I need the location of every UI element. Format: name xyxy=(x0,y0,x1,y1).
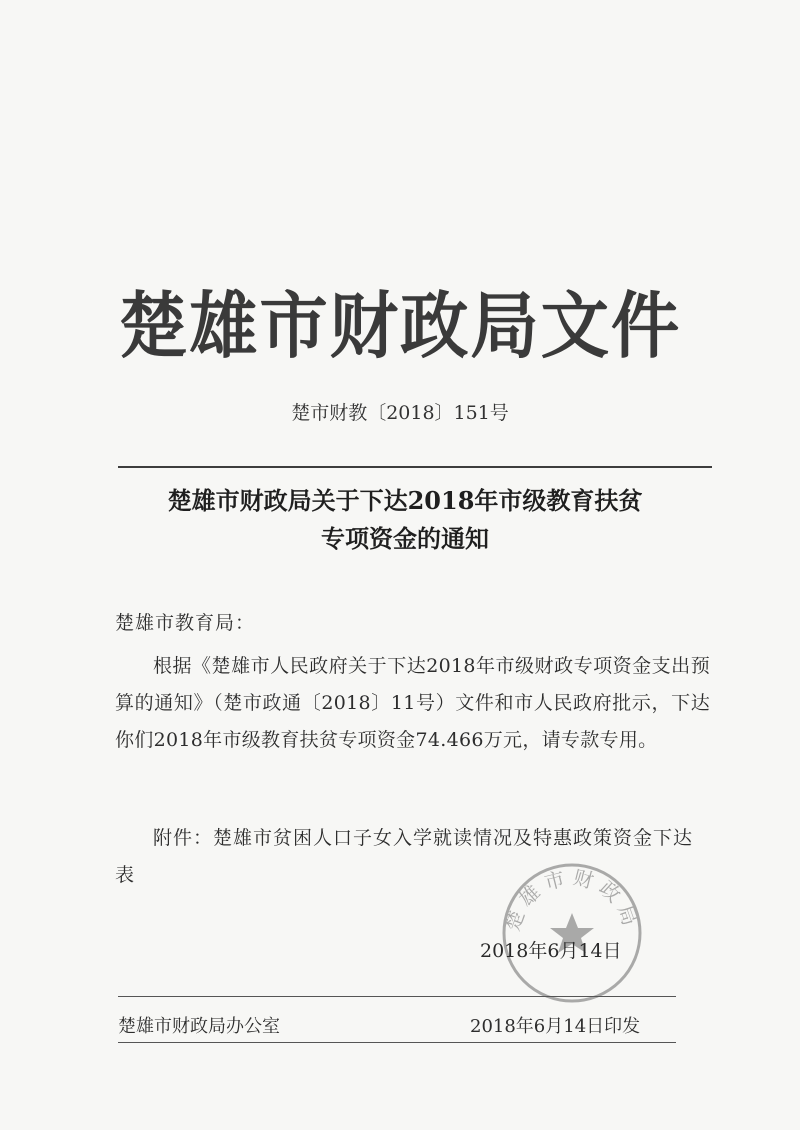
footer-top-divider xyxy=(118,996,676,997)
doc-number: 楚市财教〔2018〕151号 xyxy=(291,402,509,424)
header-divider xyxy=(118,466,712,468)
issue-date: 2018年6月14日 xyxy=(480,940,622,962)
addressee: 楚雄市教育局： xyxy=(115,612,256,634)
title-line-1: 楚雄市财政局关于下达2018年市级教育扶贫 xyxy=(167,486,643,515)
footer-issuer: 楚雄市财政局办公室 xyxy=(118,1016,280,1037)
org-header: 楚雄市财政局文件 xyxy=(118,283,682,368)
attachment-note: 附件：楚雄市贫困人口子女入学就读情况及特惠政策资金下达表 xyxy=(115,827,694,886)
body-paragraph: 根据《楚雄市人民政府关于下达2018年市级财政专项资金支出预算的通知》（楚市政通〔2018〕11号）文件和市人民政府批示，下达你们2018年市级教育扶贫专项资金74.466万元，请专款专用。 xyxy=(115,655,710,751)
official-seal xyxy=(497,858,647,1008)
title-line-2: 专项资金的通知 xyxy=(321,524,489,553)
footer-print-date: 2018年6月14日印发 xyxy=(470,1016,641,1037)
document-title xyxy=(100,482,710,558)
footer-bottom-divider xyxy=(118,1042,676,1043)
seal-text: 楚雄市财政局 xyxy=(499,864,645,935)
